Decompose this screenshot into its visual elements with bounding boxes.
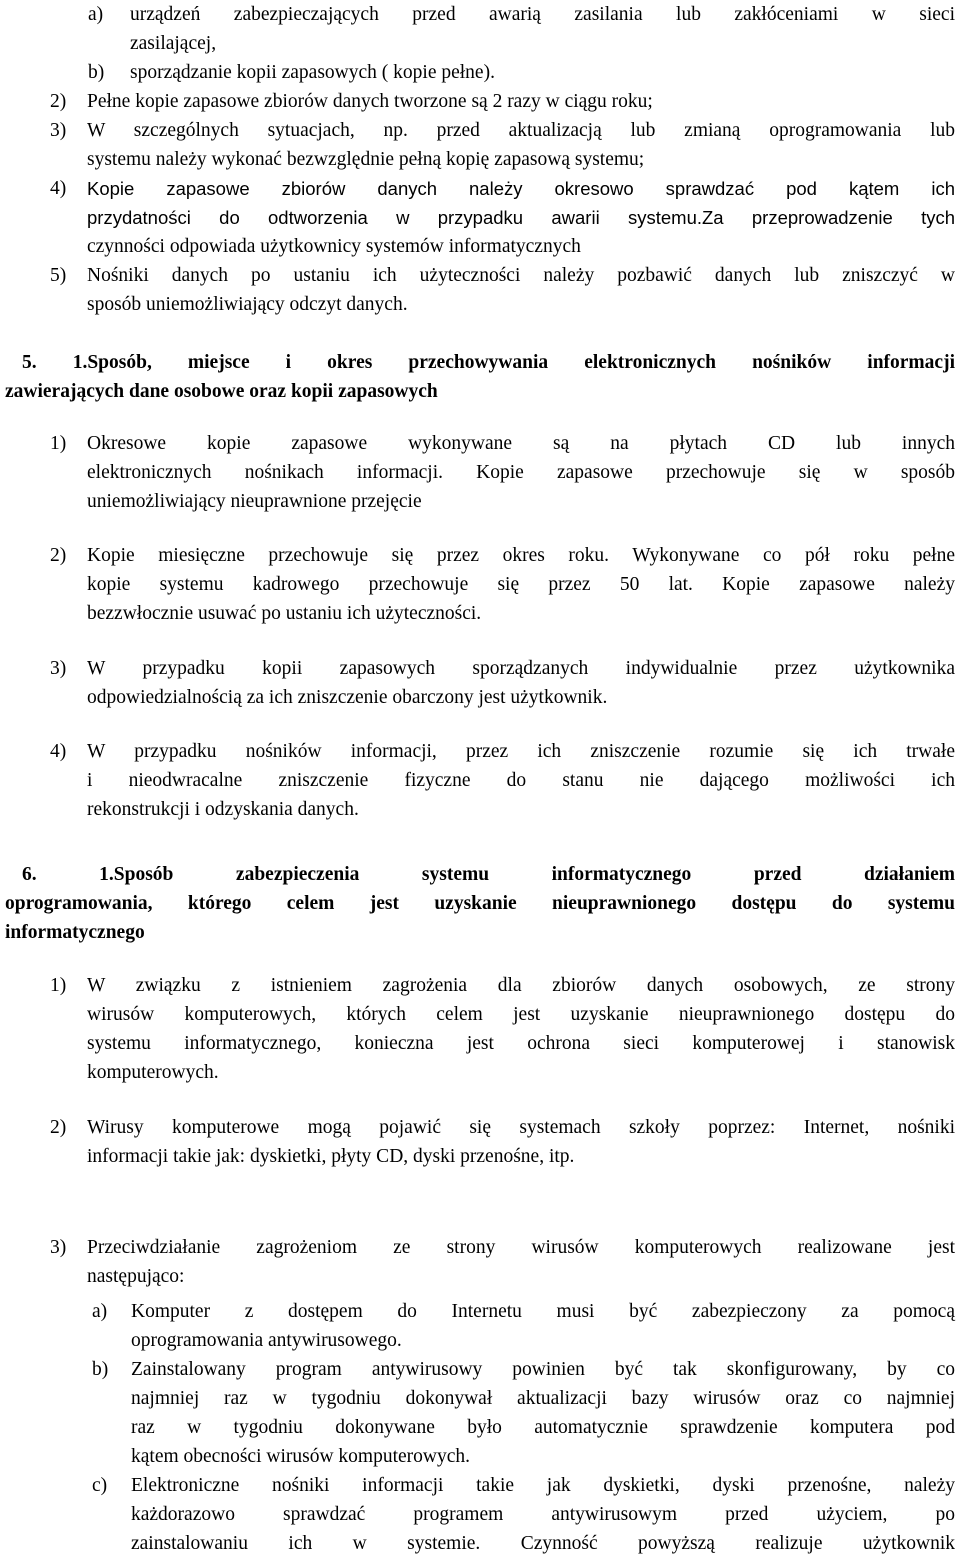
list-item-text: raz w tygodniu dokonywane było automatycznie sprawdzenie komputera pod — [131, 1417, 955, 1438]
list-item-text: Kopie miesięczne przechowuje się przez okres roku. Wykonywane co pół roku pełne — [87, 545, 955, 566]
list-item-text: przydatności do odtworzenia w przypadku awarii systemu.Za przeprowadzenie tych — [87, 207, 955, 228]
section-heading: zawierających dane osobowe oraz kopii zapasowych — [5, 381, 438, 402]
list-marker: 3) — [50, 120, 67, 141]
list-item-text: systemu informatycznego, konieczna jest ochrona sieci komputerowej i stanowisk — [87, 1033, 955, 1054]
list-item-text: W przypadku kopii zapasowych sporządzanych indywidualnie przez użytkownika — [87, 658, 955, 679]
list-item-text: Kopie zapasowe zbiorów danych należy okresowo sprawdzać pod kątem ich — [87, 178, 955, 199]
list-item-text: kopie systemu kadrowego przechowuje się przez 50 lat. Kopie zapasowe należy — [87, 574, 955, 595]
list-item-text: elektronicznych nośnikach informacji. Kopie zapasowe przechowuje się w sposób — [87, 462, 955, 483]
list-item-text: sposób uniemożliwiający odczyt danych. — [87, 294, 408, 315]
section-heading: 6. 1.Sposób zabezpieczenia systemu informatycznego przed działaniem — [22, 864, 955, 885]
list-item-text: kątem obecności wirusów komputerowych. — [131, 1446, 471, 1467]
list-marker: 2) — [50, 545, 67, 566]
list-item-text: oprogramowania antywirusowego. — [131, 1330, 402, 1351]
list-marker: 4) — [50, 741, 67, 762]
list-item-text: czynności odpowiada użytkownicy systemów informatycznych — [87, 236, 581, 257]
list-item-text: rekonstrukcji i odzyskania danych. — [87, 799, 359, 820]
list-marker: 4) — [50, 178, 67, 199]
list-marker: c) — [92, 1475, 108, 1496]
section-heading: 5. 1.Sposób, miejsce i okres przechowywania elektronicznych nośników informacji — [22, 352, 955, 373]
list-marker: 2) — [50, 1117, 67, 1138]
list-marker: a) — [92, 1301, 108, 1322]
list-item-text: każdorazowo sprawdzać programem antywirusowym przed użyciem, po — [131, 1504, 955, 1525]
list-marker: 3) — [50, 1237, 67, 1258]
list-item-text: wirusów komputerowych, których celem jest uzyskanie nieuprawnionego dostępu do — [87, 1004, 955, 1025]
section-heading: oprogramowania, którego celem jest uzyskanie nieuprawnionego dostępu do systemu — [5, 893, 955, 914]
list-item-text: odpowiedzialnością za ich zniszczenie obarczony jest użytkownik. — [87, 687, 608, 708]
list-item-text: W szczególnych sytuacjach, np. przed aktualizacją lub zmianą oprogramowania lub — [87, 120, 955, 141]
list-item-text: i nieodwracalne zniszczenie fizyczne do stanu nie dającego możliwości ich — [87, 770, 955, 791]
list-item-text: Komputer z dostępem do Internetu musi być zabezpieczony za pomocą — [131, 1301, 955, 1322]
list-item-text: sporządzanie kopii zapasowych ( kopie pełne). — [130, 62, 495, 83]
list-item-text: W przypadku nośników informacji, przez ich zniszczenie rozumie się ich trwałe — [87, 741, 955, 762]
list-item-text: zainstalowaniu ich w systemie. Czynność powyższą realizuje użytkownik — [131, 1533, 955, 1554]
list-item-text: Przeciwdziałanie zagrożeniom ze strony wirusów komputerowych realizowane jest — [87, 1237, 955, 1258]
list-item-text: systemu należy wykonać bezwzględnie pełną kopię zapasową systemu; — [87, 149, 645, 170]
list-item-text: uniemożliwiający nieuprawnione przejęcie — [87, 491, 422, 512]
list-marker: a) — [88, 4, 104, 25]
section-heading: informatycznego — [5, 922, 145, 943]
list-marker: 5) — [50, 265, 67, 286]
list-item-text: Okresowe kopie zapasowe wykonywane są na płytach CD lub innych — [87, 433, 955, 454]
list-item-text: najmniej raz w tygodniu dokonywał aktualizacji bazy wirusów oraz co najmniej — [131, 1388, 955, 1409]
list-item-text: Elektroniczne nośniki informacji takie jak dyskietki, dyski przenośne, należy — [131, 1475, 955, 1496]
list-item-text: Pełne kopie zapasowe zbiorów danych tworzone są 2 razy w ciągu roku; — [87, 91, 653, 112]
list-marker: 2) — [50, 91, 67, 112]
list-marker: b) — [88, 62, 105, 83]
list-marker: 3) — [50, 658, 67, 679]
list-item-text: Nośniki danych po ustaniu ich użyteczności należy pozbawić danych lub zniszczyć w — [87, 265, 955, 286]
list-item-text: W związku z istnieniem zagrożenia dla zbiorów danych osobowych, ze strony — [87, 975, 955, 996]
list-marker: b) — [92, 1359, 109, 1380]
list-item-text: zasilającej, — [130, 33, 217, 54]
list-marker: 1) — [50, 433, 67, 454]
list-item-text: Wirusy komputerowe mogą pojawić się systemach szkoły poprzez: Internet, nośniki — [87, 1117, 955, 1138]
list-item-text: Zainstalowany program antywirusowy powinien być tak skonfigurowany, by co — [131, 1359, 955, 1380]
list-item-text: informacji takie jak: dyskietki, płyty CD, dyski przenośne, itp. — [87, 1146, 575, 1167]
list-item-text: urządzeń zabezpieczających przed awarią zasilania lub zakłóceniami w sieci — [130, 4, 955, 25]
list-item-text: bezzwłocznie usuwać po ustaniu ich użyteczności. — [87, 603, 482, 624]
list-item-text: komputerowych. — [87, 1062, 219, 1083]
list-item-text: następująco: — [87, 1266, 185, 1287]
list-marker: 1) — [50, 975, 67, 996]
